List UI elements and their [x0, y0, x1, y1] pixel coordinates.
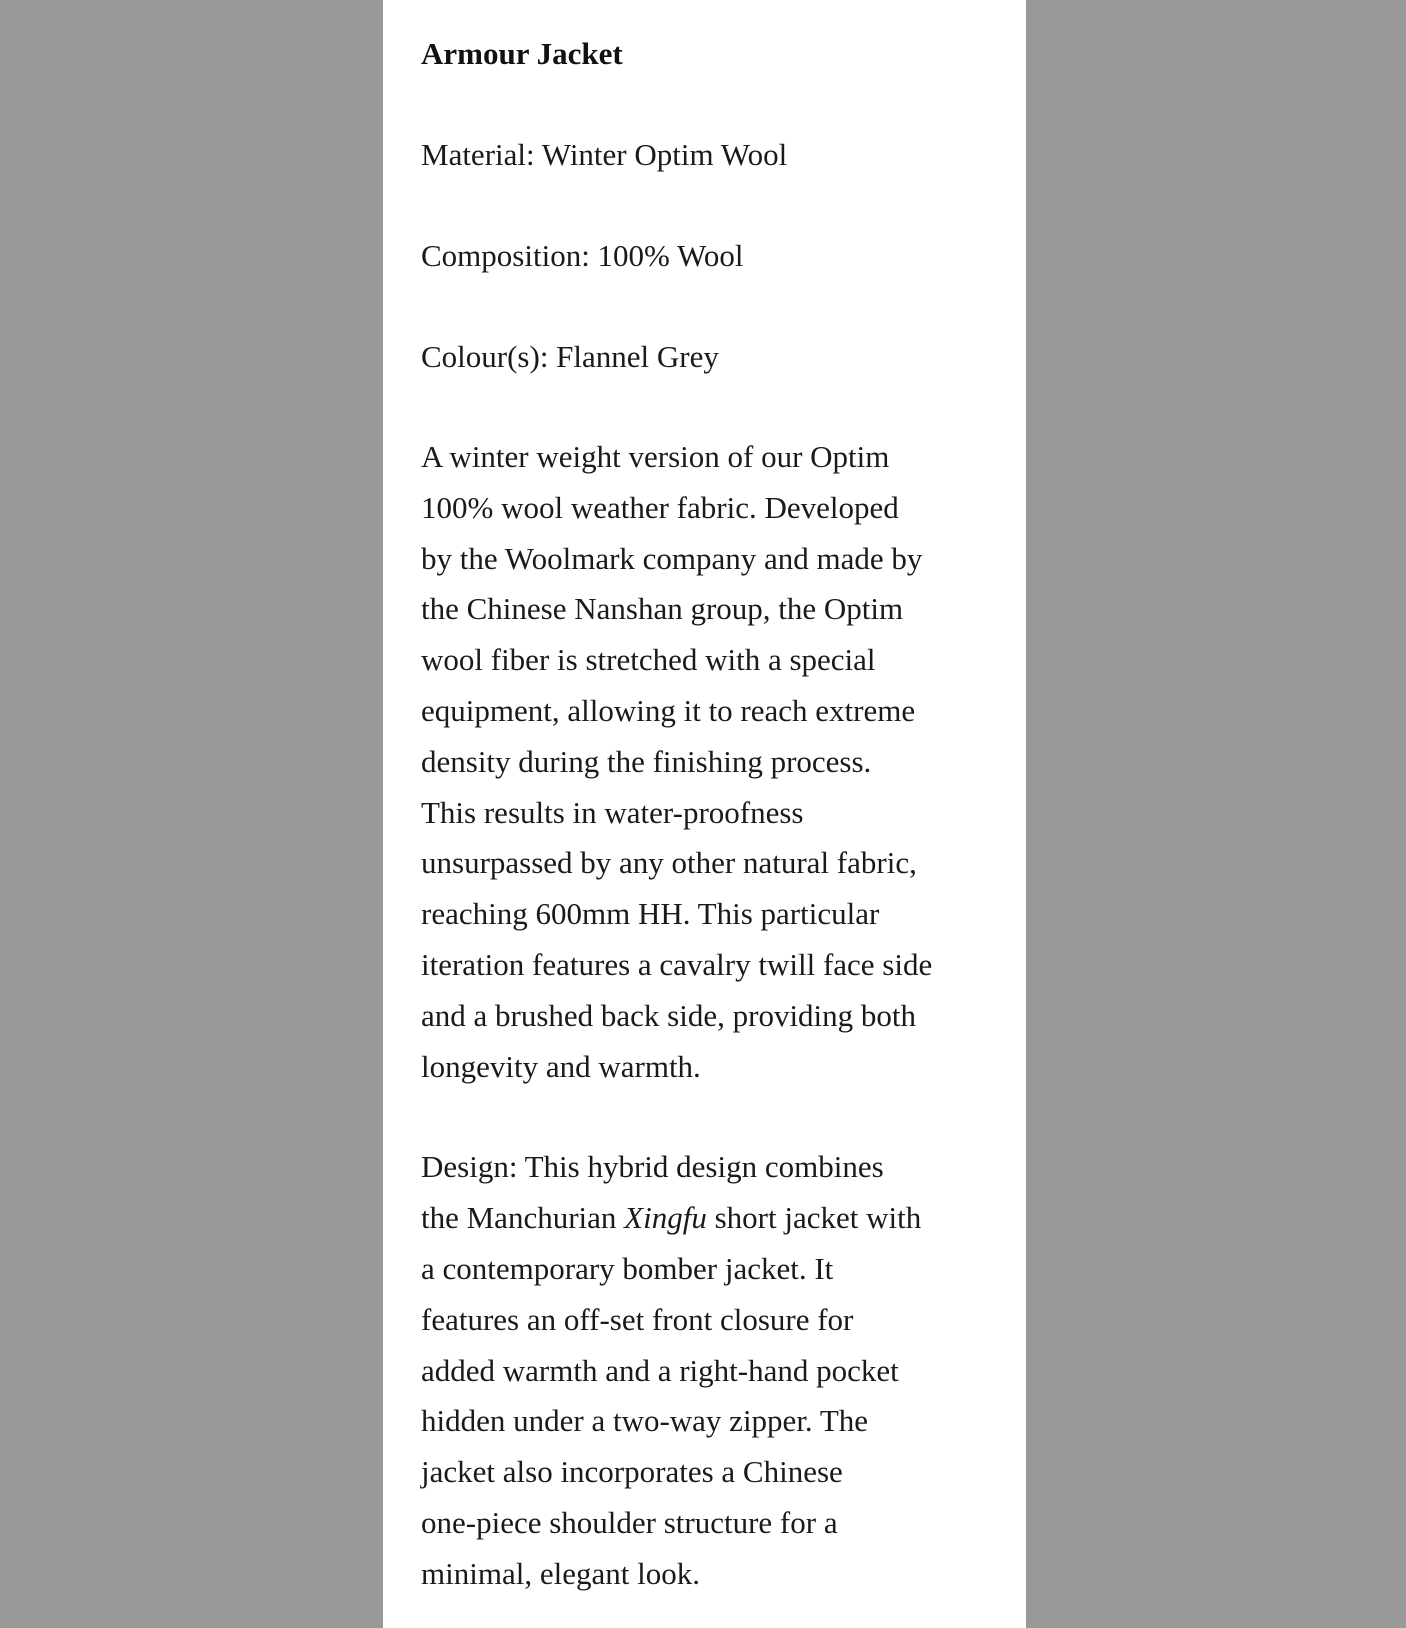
product-title: Armour Jacket	[421, 36, 623, 71]
colours-line: Colour(s): Flannel Grey	[421, 339, 719, 374]
composition-line: Composition: 100% Wool	[421, 238, 744, 273]
text-line: iteration features a cavalry twill face side	[421, 946, 933, 982]
text-segment: short jacket with	[706, 1200, 922, 1236]
italic-term: Xingfu	[624, 1200, 707, 1236]
text-line: reaching 600mm HH. This particular	[421, 896, 880, 932]
text-line: wool fiber is stretched with a special	[421, 642, 876, 678]
design-description	[421, 1142, 988, 1599]
text-segment: the Manchurian	[421, 1200, 625, 1236]
product-description-panel	[383, 0, 1026, 1628]
text-line: added warmth and a right-hand pocket	[421, 1352, 899, 1388]
text-line: equipment, allowing it to reach extreme	[421, 692, 916, 728]
text-line: a contemporary bomber jacket. It	[421, 1250, 834, 1286]
text-line-with-italic	[421, 1193, 988, 1244]
text-line: minimal, elegant look.	[421, 1555, 700, 1591]
text-line: A winter weight version of our Optim	[421, 439, 890, 474]
text-line: features an off-set front closure for	[421, 1301, 854, 1337]
material-line: Material: Winter Optim Wool	[421, 137, 788, 172]
text-line: unsurpassed by any other natural fabric,	[421, 845, 917, 881]
text-line: 100% wool weather fabric. Developed	[421, 489, 899, 525]
fabric-description	[421, 432, 988, 1092]
text-line: the Chinese Nanshan group, the Optim	[421, 591, 904, 627]
text-line: density during the finishing process.	[421, 743, 872, 779]
text-line: longevity and warmth.	[421, 1048, 701, 1084]
text-line: Design: This hybrid design combines	[421, 1149, 884, 1185]
text-line: one-piece shoulder structure for a	[421, 1504, 838, 1540]
text-line: jacket also incorporates a Chinese	[421, 1454, 843, 1490]
text-line: by the Woolmark company and made by	[421, 540, 923, 576]
text-line: and a brushed back side, providing both	[421, 997, 917, 1033]
text-line: hidden under a two-way zipper. The	[421, 1403, 869, 1439]
text-line: This results in water-proofness	[421, 794, 804, 830]
